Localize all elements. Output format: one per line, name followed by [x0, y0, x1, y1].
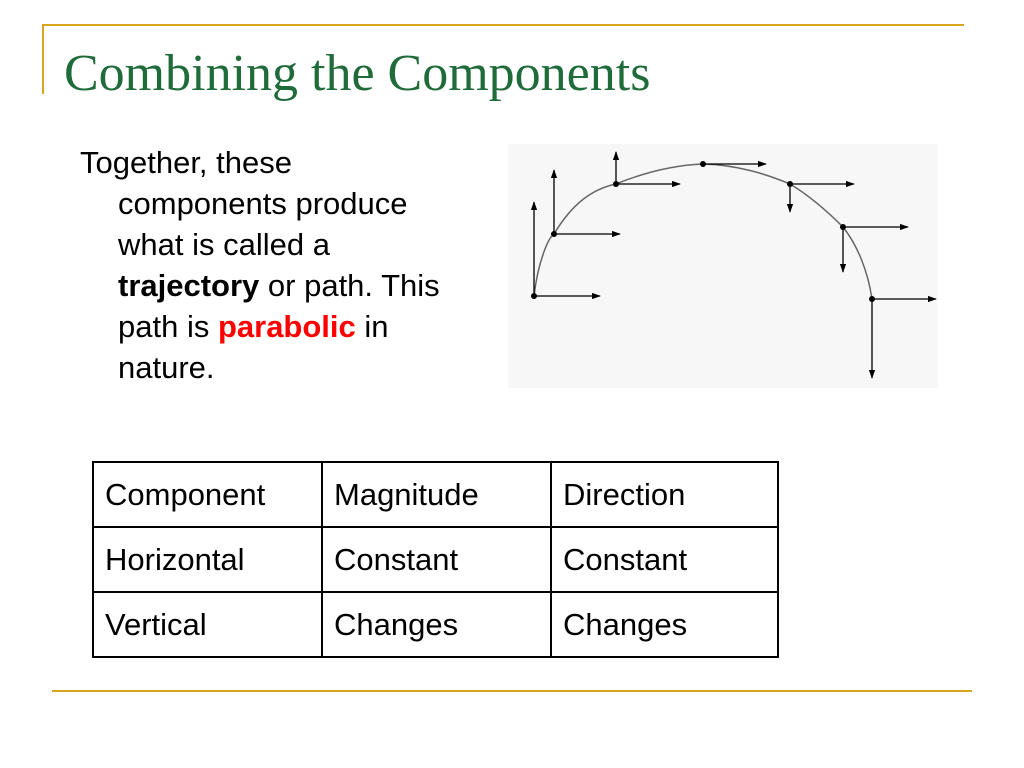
table-cell: Horizontal	[93, 527, 322, 592]
keyword-trajectory: trajectory	[118, 268, 260, 303]
table-row	[93, 592, 778, 657]
components-table	[92, 461, 779, 658]
point-5-vectors	[787, 181, 854, 212]
body-paragraph	[80, 142, 548, 388]
body-line-3: what is called a	[118, 227, 330, 262]
table-cell: Changes	[322, 592, 551, 657]
frame-bottom-line	[52, 690, 972, 692]
body-line-4-rest: or path. This	[259, 268, 440, 303]
table-header-row	[93, 462, 778, 527]
slide-title: Combining the Components	[64, 45, 651, 102]
table-cell: Constant	[551, 527, 778, 592]
point-2-vectors	[551, 170, 620, 237]
table-header-cell: Magnitude	[322, 462, 551, 527]
table-cell: Constant	[322, 527, 551, 592]
trajectory-diagram	[508, 144, 938, 388]
point-6-vectors	[840, 224, 908, 272]
table-header-cell: Component	[93, 462, 322, 527]
point-7-vectors	[869, 296, 936, 378]
body-line-6: nature.	[118, 350, 215, 385]
point-4-vectors	[700, 161, 766, 167]
body-line-5-post: in	[355, 309, 389, 344]
keyword-parabolic: parabolic	[217, 309, 356, 344]
table-row	[93, 527, 778, 592]
table-header-cell: Direction	[551, 462, 778, 527]
body-line-1: Together, these	[80, 145, 292, 180]
frame-left-line	[42, 24, 44, 94]
trajectory-vector-diagram-icon	[508, 144, 938, 388]
table-cell: Changes	[551, 592, 778, 657]
frame-top-line	[42, 24, 964, 26]
body-line-2: components produce	[118, 186, 408, 221]
table-cell: Vertical	[93, 592, 322, 657]
body-line-5-pre: path is	[118, 309, 218, 344]
